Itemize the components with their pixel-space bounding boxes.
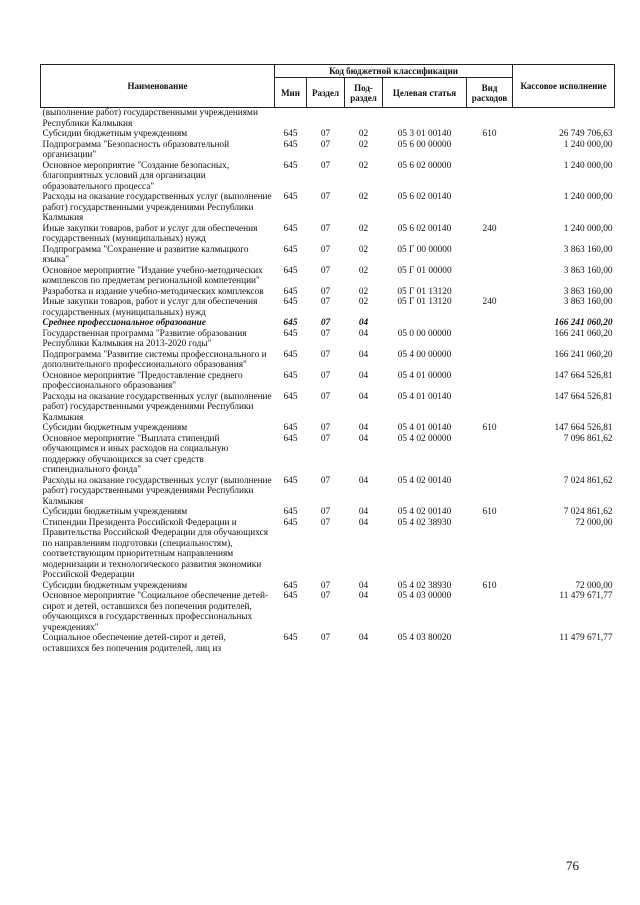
- header-name: Наименование: [41, 65, 275, 108]
- cell-sum: 11 479 671,77: [559, 591, 613, 601]
- cell-name: Иные закупки товаров, работ и услуг для обеспечения государственных (муниципальных) нужд: [42, 223, 258, 244]
- cell-vid: [467, 371, 513, 392]
- cell-name: Расходы на оказание государственных услуг (выполнение работ) государственными учреждениями Республики Калмыкия: [42, 391, 272, 423]
- cell-razdel: 07: [320, 580, 331, 591]
- cell-podrazdel: 04: [358, 475, 369, 486]
- table-row: [41, 161, 615, 193]
- cell-statya: 05 Г 00 00000: [397, 244, 452, 255]
- cell-podrazdel: 04: [358, 517, 369, 528]
- cell-podrazdel: 02: [358, 265, 369, 276]
- cell-sum: 26 749 706,63: [559, 129, 613, 139]
- cell-min: 645: [283, 507, 298, 517]
- header-razdel: Раздел: [307, 78, 345, 108]
- cell-sum: 1 240 000,00: [563, 139, 613, 150]
- cell-razdel: 07: [320, 349, 331, 360]
- cell-sum: 1 240 000,00: [563, 160, 613, 171]
- cell-razdel: 07: [320, 423, 331, 433]
- table-row: [41, 108, 615, 130]
- cell-sum: 3 863 160,00: [563, 244, 613, 255]
- cell-vid: 240: [482, 223, 497, 234]
- cell-podrazdel: 02: [358, 223, 369, 234]
- header-podrazdel: Под-раздел: [345, 78, 383, 108]
- cell-name: Субсидии бюджетным учреждениям: [42, 580, 188, 591]
- cell-razdel: 07: [320, 129, 331, 139]
- table-row: [41, 140, 615, 161]
- cell-min: 645: [283, 328, 298, 339]
- cell-min: 645: [283, 297, 298, 307]
- cell-vid: [467, 140, 513, 161]
- table-row: [41, 434, 615, 476]
- cell-razdel: 07: [320, 286, 331, 297]
- cell-sum: 7 024 861,62: [563, 475, 613, 486]
- table-row: [41, 392, 615, 424]
- cell-razdel: 07: [320, 591, 331, 601]
- cell-vid: 610: [482, 580, 497, 591]
- table-row: [41, 318, 615, 329]
- page-number: 76: [566, 858, 579, 873]
- cell-razdel: 07: [320, 517, 331, 528]
- cell-sum: 1 240 000,00: [563, 192, 613, 202]
- cell-sum: 147 664 526,81: [554, 391, 613, 402]
- cell-statya: 05 3 01 00140: [397, 129, 452, 139]
- cell-sum: 166 241 060,20: [554, 349, 613, 360]
- cell-vid: [467, 287, 513, 298]
- cell-razdel: 07: [320, 475, 331, 486]
- cell-min: 645: [283, 223, 298, 234]
- table-body: [41, 108, 615, 655]
- cell-statya: 05 4 01 00140: [397, 391, 452, 402]
- cell-vid: [467, 591, 513, 633]
- cell-razdel: 07: [320, 265, 331, 276]
- cell-statya: 05 4 01 00140: [397, 423, 452, 433]
- cell-statya: [383, 318, 467, 329]
- table-row: [41, 371, 615, 392]
- cell-statya: [383, 108, 467, 130]
- header-code-group: Код бюджетной классификации: [275, 65, 513, 78]
- cell-razdel: 07: [320, 328, 331, 339]
- table-row: [41, 581, 615, 592]
- cell-name: Основное мероприятие "Выплата стипендий обучающимся и иных расходов на социальную поддержку обучающихся за счет средств стипендиального фонда": [42, 433, 229, 475]
- cell-min: 645: [283, 475, 298, 486]
- cell-vid: [467, 350, 513, 371]
- header-ispolnenie: Кассовое исполнение: [513, 65, 615, 108]
- cell-vid: [467, 633, 513, 654]
- cell-podrazdel: 02: [358, 160, 369, 171]
- cell-vid: [467, 108, 513, 130]
- cell-name: Среднее профессиональное образование: [42, 318, 206, 328]
- cell-razdel: 07: [320, 391, 331, 402]
- cell-name: Подпрограмма "Сохранение и развитие калмыцкого языка": [42, 244, 249, 265]
- cell-podrazdel: 02: [358, 297, 369, 307]
- table-row: [41, 591, 615, 633]
- cell-min: 645: [283, 633, 298, 643]
- cell-sum: 7 024 861,62: [563, 507, 613, 517]
- cell-name: Государственная программа "Развитие образования Республики Калмыкия на 2013-2020 годы": [42, 328, 247, 349]
- cell-razdel: 07: [320, 318, 331, 328]
- cell-razdel: [307, 108, 345, 130]
- table-row: [41, 423, 615, 434]
- table-row: [41, 297, 615, 318]
- cell-statya: 05 4 00 00000: [397, 349, 452, 360]
- cell-min: 645: [283, 129, 298, 139]
- cell-vid: 610: [482, 423, 497, 433]
- cell-vid: [467, 476, 513, 508]
- cell-sum: 3 863 160,00: [563, 265, 613, 276]
- cell-vid: [467, 434, 513, 476]
- cell-podrazdel: 04: [358, 370, 369, 381]
- table-row: [41, 350, 615, 371]
- header-statya: Целевая статья: [383, 78, 467, 108]
- cell-min: 645: [283, 265, 298, 276]
- cell-podrazdel: 02: [358, 286, 369, 297]
- cell-statya: 05 4 03 00000: [397, 591, 452, 601]
- cell-min: 645: [283, 591, 298, 601]
- cell-podrazdel: 04: [358, 349, 369, 360]
- header-min: Мин: [275, 78, 307, 108]
- cell-razdel: 07: [320, 297, 331, 307]
- cell-min: 645: [283, 139, 298, 150]
- cell-statya: 05 4 02 00000: [397, 433, 452, 444]
- cell-statya: 05 6 00 00000: [397, 139, 452, 150]
- cell-min: 645: [283, 318, 298, 328]
- cell-vid: [467, 192, 513, 224]
- cell-statya: 05 4 01 00000: [397, 370, 452, 381]
- table-row: [41, 192, 615, 224]
- cell-vid: 240: [482, 297, 497, 307]
- table-row: [41, 518, 615, 581]
- cell-sum: 166 241 060,20: [554, 328, 613, 339]
- cell-podrazdel: [345, 108, 383, 130]
- cell-vid: [467, 161, 513, 193]
- table-row: [41, 287, 615, 298]
- cell-vid: 610: [482, 507, 497, 517]
- cell-name: Субсидии бюджетным учреждениям: [42, 423, 188, 433]
- cell-vid: [467, 518, 513, 581]
- cell-min: 645: [283, 423, 298, 433]
- cell-name: Расходы на оказание государственных услуг (выполнение работ) государственными учреждениями Республики Калмыкия: [42, 475, 272, 507]
- table-row: [41, 129, 615, 140]
- cell-sum: [513, 108, 615, 130]
- cell-vid: [467, 392, 513, 424]
- cell-sum: 3 863 160,00: [563, 286, 613, 297]
- table-row: [41, 266, 615, 287]
- cell-statya: 05 6 02 00000: [397, 160, 452, 171]
- table-row: [41, 476, 615, 508]
- cell-statya: 05 6 02 00140: [397, 192, 452, 202]
- cell-statya: 05 Г 01 13120: [397, 297, 452, 307]
- cell-min: 645: [283, 192, 298, 202]
- cell-podrazdel: 04: [358, 433, 369, 444]
- cell-razdel: 07: [320, 192, 331, 202]
- cell-min: 645: [283, 433, 298, 444]
- cell-podrazdel: 02: [358, 129, 369, 139]
- cell-statya: 05 4 02 38930: [397, 580, 452, 591]
- cell-sum: 11 479 671,77: [559, 633, 613, 643]
- cell-statya: 05 6 02 00140: [397, 223, 452, 234]
- cell-name: Основное мероприятие "Создание безопасных, благоприятных условий для организации образовательного процесса": [42, 160, 230, 192]
- cell-vid: [467, 266, 513, 287]
- cell-name: Расходы на оказание государственных услуг (выполнение работ) государственными учреждениями Республики Калмыкия: [42, 192, 272, 223]
- table-row: [41, 245, 615, 266]
- cell-sum: 147 664 526,81: [554, 423, 613, 433]
- cell-razdel: 07: [320, 139, 331, 150]
- cell-statya: 05 0 00 00000: [397, 328, 452, 339]
- cell-sum: 7 096 861,62: [563, 433, 613, 444]
- cell-statya: 05 Г 01 13120: [397, 286, 452, 297]
- cell-podrazdel: 04: [358, 633, 369, 643]
- cell-name: Подпрограмма "Безопасность образовательной организации": [42, 139, 230, 160]
- table-header: [41, 65, 615, 108]
- cell-min: 645: [283, 580, 298, 591]
- cell-name: Стипендии Президента Российской Федерации и Правительства Российской Федерации для обучающихся по направлениям подготовки (специальностям), соответствующим приоритетным направлениям модернизации и технологического развития экономики Российской Федерации: [42, 517, 269, 580]
- cell-name: Субсидии бюджетным учреждениям: [42, 129, 188, 139]
- cell-min: [275, 108, 307, 130]
- cell-statya: 05 4 02 00140: [397, 507, 452, 517]
- table-row: [41, 329, 615, 350]
- cell-podrazdel: 04: [358, 391, 369, 402]
- cell-razdel: 07: [320, 633, 331, 643]
- cell-name: (выполнение работ) государственными учреждениями Республики Калмыкия: [42, 108, 258, 129]
- cell-sum: 147 664 526,81: [554, 370, 613, 381]
- cell-min: 645: [283, 244, 298, 255]
- cell-sum: 72 000,00: [575, 580, 613, 591]
- cell-name: Основное мероприятие "Предоставление среднего профессионального образования": [42, 370, 243, 391]
- table-row: [41, 224, 615, 245]
- cell-sum: 3 863 160,00: [563, 297, 613, 307]
- cell-razdel: 07: [320, 370, 331, 381]
- cell-razdel: 07: [320, 160, 331, 171]
- cell-sum: 166 241 060,20: [554, 318, 613, 328]
- cell-razdel: 07: [320, 223, 331, 234]
- cell-name: Подпрограмма "Развитие системы профессионального и дополнительного профессионального образования": [42, 349, 267, 370]
- cell-name: Разработка и издание учебно-методических комплексов: [42, 286, 264, 297]
- cell-podrazdel: 02: [358, 244, 369, 255]
- cell-podrazdel: 04: [358, 328, 369, 339]
- cell-podrazdel: 04: [358, 591, 369, 601]
- cell-min: 645: [283, 160, 298, 171]
- cell-vid: 610: [482, 129, 497, 139]
- cell-name: Иные закупки товаров, работ и услуг для обеспечения государственных (муниципальных) нужд: [42, 297, 258, 318]
- cell-podrazdel: 04: [358, 318, 369, 328]
- cell-vid: [467, 318, 513, 329]
- cell-razdel: 07: [320, 244, 331, 255]
- cell-podrazdel: 04: [358, 507, 369, 517]
- cell-name: Социальное обеспечение детей-сирот и детей, оставшихся без попечения родителей, лиц из: [42, 633, 226, 654]
- cell-min: 645: [283, 391, 298, 402]
- cell-statya: 05 Г 01 00000: [397, 265, 452, 276]
- cell-statya: 05 4 02 00140: [397, 475, 452, 486]
- table-row: [41, 507, 615, 518]
- budget-table: [40, 64, 615, 654]
- cell-min: 645: [283, 286, 298, 297]
- cell-name: Субсидии бюджетным учреждениям: [42, 507, 188, 517]
- cell-podrazdel: 04: [358, 423, 369, 433]
- cell-podrazdel: 02: [358, 192, 369, 202]
- cell-razdel: 07: [320, 433, 331, 444]
- table-row: [41, 633, 615, 654]
- cell-podrazdel: 02: [358, 139, 369, 150]
- cell-min: 645: [283, 517, 298, 528]
- cell-podrazdel: 04: [358, 580, 369, 591]
- cell-vid: [467, 329, 513, 350]
- cell-razdel: 07: [320, 507, 331, 517]
- cell-statya: 05 4 03 80020: [397, 633, 452, 643]
- cell-min: 645: [283, 370, 298, 381]
- cell-statya: 05 4 02 38930: [397, 517, 452, 528]
- cell-min: 645: [283, 349, 298, 360]
- cell-sum: 72 000,00: [575, 517, 613, 528]
- cell-name: Основное мероприятие "Издание учебно-методических комплексов по предметам региональной компетенции": [42, 265, 263, 286]
- cell-vid: [467, 245, 513, 266]
- cell-name: Основное мероприятие "Социальное обеспечение детей-сирот и детей, оставшихся без попечения родителей, обучающихся в государственных профессиональных учреждениях": [42, 591, 269, 633]
- header-vid: Вид расходов: [467, 78, 513, 108]
- cell-sum: 1 240 000,00: [563, 223, 613, 234]
